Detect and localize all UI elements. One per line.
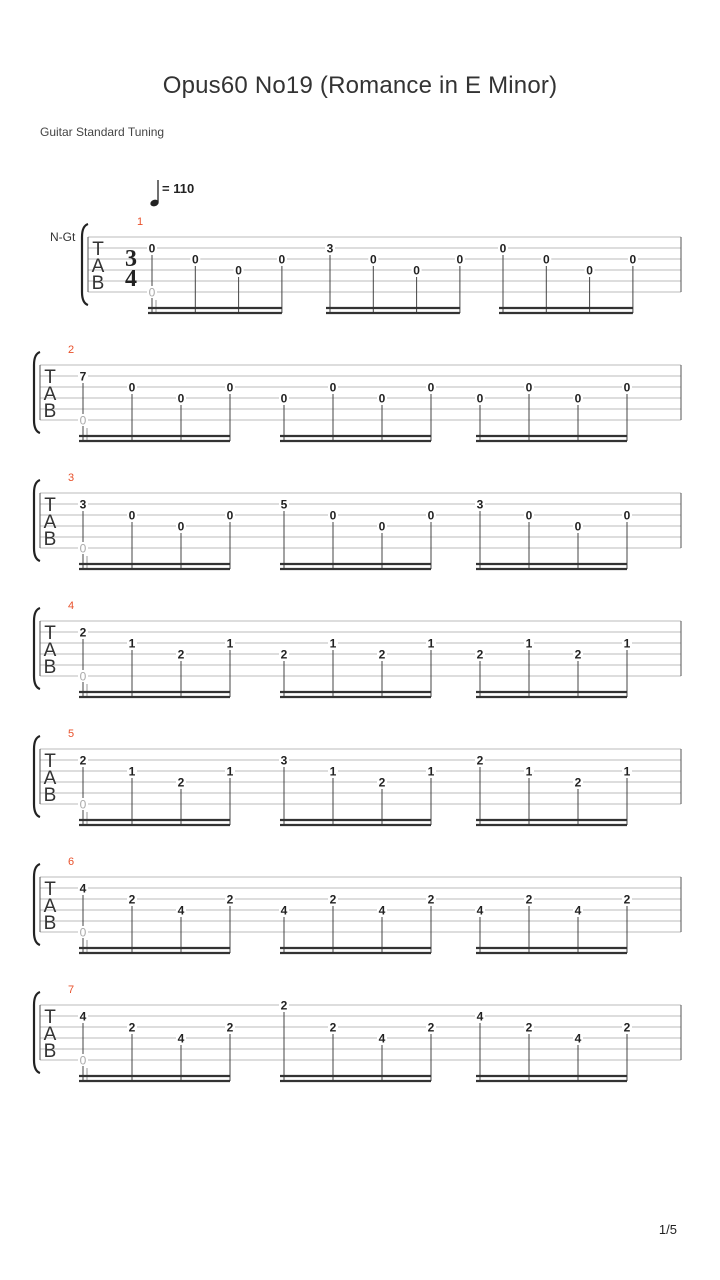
tab-clef-letter: B <box>43 1041 57 1062</box>
fret-number: 0 <box>177 519 185 534</box>
tab-clef-letter: A <box>43 384 57 405</box>
fret-number: 3 <box>326 241 334 256</box>
fret-number: 1 <box>226 764 234 779</box>
measure-number: 2 <box>68 344 75 356</box>
tab-clef-letter: T <box>44 495 56 516</box>
fret-number: 1 <box>329 636 337 651</box>
fret-number: 0 <box>427 380 435 395</box>
fret-number: 2 <box>476 647 484 662</box>
tab-system <box>34 344 681 441</box>
fret-number: 2 <box>177 647 185 662</box>
fret-number: 1 <box>427 764 435 779</box>
fret-number: 2 <box>427 892 435 907</box>
fret-number: 0 <box>177 391 185 406</box>
tab-clef-letter: A <box>43 512 57 533</box>
fret-number: 0 <box>235 263 242 278</box>
fret-number: 4 <box>476 1009 484 1024</box>
fret-number: 0 <box>427 508 435 523</box>
tab-system <box>82 216 681 313</box>
fret-number: 0 <box>542 252 550 267</box>
fret-number: 2 <box>280 647 288 662</box>
fret-number: 7 <box>79 369 87 384</box>
fret-number: 4 <box>79 881 87 896</box>
song-title: Opus60 No19 (Romance in E Minor) <box>162 72 558 99</box>
fret-number: 0 <box>226 508 234 523</box>
fret-number: 2 <box>177 775 185 790</box>
fret-number: 2 <box>128 892 136 907</box>
fret-number: 0 <box>191 252 199 267</box>
fret-number: 4 <box>476 903 484 918</box>
fret-number: 2 <box>128 1020 136 1035</box>
fret-number: 3 <box>280 753 288 768</box>
tab-clef-letter: T <box>44 623 56 644</box>
tab-system <box>34 472 681 569</box>
tab-clef-letter: A <box>43 896 57 917</box>
tempo-marking: = 110 <box>162 181 195 196</box>
staff-bracket <box>34 736 40 817</box>
fret-number: 0 <box>413 263 420 278</box>
fret-number: 1 <box>623 764 631 779</box>
bass-fret-number: 0 <box>79 925 87 940</box>
fret-number: 5 <box>280 497 288 512</box>
fret-number: 2 <box>378 775 386 790</box>
fret-number: 3 <box>476 497 484 512</box>
measure-number: 4 <box>68 600 75 612</box>
fret-number: 2 <box>329 1020 337 1035</box>
tab-clef-letter: B <box>43 913 57 934</box>
staff-bracket <box>34 352 40 433</box>
tab-clef-letter: T <box>44 751 56 772</box>
fret-number: 2 <box>623 892 631 907</box>
fret-number: 0 <box>329 508 337 523</box>
measure-number: 6 <box>68 856 75 868</box>
fret-number: 2 <box>574 775 582 790</box>
tab-system <box>34 600 681 697</box>
fret-number: 2 <box>378 647 386 662</box>
fret-number: 0 <box>128 380 136 395</box>
fret-number: 4 <box>79 1009 87 1024</box>
fret-number: 2 <box>79 625 87 640</box>
measure-number: 7 <box>68 984 75 996</box>
tab-clef-letter: B <box>43 401 57 422</box>
tuning-label: Guitar Standard Tuning <box>40 125 165 139</box>
page-number: 1/5 <box>658 1222 677 1237</box>
fret-number: 2 <box>476 753 484 768</box>
tab-clef-letter: A <box>91 256 105 277</box>
fret-number: 0 <box>278 252 286 267</box>
fret-number: 0 <box>586 263 593 278</box>
bass-fret-number: 0 <box>79 1053 87 1068</box>
fret-number: 2 <box>329 892 337 907</box>
bass-fret-number: 0 <box>79 413 87 428</box>
fret-number: 1 <box>525 764 533 779</box>
fret-number: 2 <box>280 998 288 1013</box>
tab-clef-letter: T <box>44 1007 56 1028</box>
tab-system <box>34 728 681 825</box>
measure-number: 1 <box>137 216 144 228</box>
tab-clef-letter: T <box>44 879 56 900</box>
fret-number: 1 <box>128 636 136 651</box>
time-signature-bottom: 4 <box>125 266 137 292</box>
measure-number: 3 <box>68 472 75 484</box>
staff-bracket <box>82 224 88 305</box>
measure-number: 5 <box>68 728 75 740</box>
tab-clef-letter: A <box>43 768 57 789</box>
fret-number: 4 <box>378 903 386 918</box>
fret-number: 1 <box>427 636 435 651</box>
fret-number: 3 <box>79 497 87 512</box>
tab-clef-letter: B <box>43 529 57 550</box>
fret-number: 0 <box>623 380 631 395</box>
fret-number: 0 <box>378 519 386 534</box>
tab-clef-letter: B <box>43 657 57 678</box>
fret-number: 2 <box>574 647 582 662</box>
fret-number: 0 <box>499 241 507 256</box>
fret-number: 2 <box>525 892 533 907</box>
fret-number: 2 <box>226 892 234 907</box>
tab-clef-letter: T <box>44 367 56 388</box>
staff-bracket <box>34 480 40 561</box>
fret-number: 4 <box>574 1031 582 1046</box>
fret-number: 0 <box>629 252 637 267</box>
tab-clef-letter: A <box>43 640 57 661</box>
tab-clef-letter: B <box>91 273 105 294</box>
fret-number: 1 <box>226 636 234 651</box>
fret-number: 2 <box>525 1020 533 1035</box>
fret-number: 4 <box>378 1031 386 1046</box>
tab-clef-letter: B <box>43 785 57 806</box>
fret-number: 0 <box>525 380 533 395</box>
fret-number: 0 <box>476 391 484 406</box>
fret-number: 0 <box>574 391 582 406</box>
fret-number: 0 <box>226 380 234 395</box>
time-signature-top: 3 <box>125 246 137 272</box>
fret-number: 2 <box>427 1020 435 1035</box>
fret-number: 0 <box>456 252 464 267</box>
track-name: N-Gt <box>50 230 76 244</box>
bass-fret-number: 0 <box>79 669 87 684</box>
fret-number: 1 <box>128 764 136 779</box>
tab-clef-letter: A <box>43 1024 57 1045</box>
fret-number: 2 <box>79 753 87 768</box>
fret-number: 0 <box>574 519 582 534</box>
fret-number: 0 <box>525 508 533 523</box>
tab-system <box>34 984 681 1081</box>
bass-fret-number: 0 <box>79 541 87 556</box>
fret-number: 1 <box>329 764 337 779</box>
fret-number: 4 <box>574 903 582 918</box>
fret-number: 2 <box>623 1020 631 1035</box>
fret-number: 0 <box>148 241 156 256</box>
fret-number: 0 <box>369 252 377 267</box>
fret-number: 2 <box>226 1020 234 1035</box>
tab-clef-letter: T <box>92 239 104 260</box>
fret-number: 4 <box>177 903 185 918</box>
fret-number: 4 <box>177 1031 185 1046</box>
bass-fret-number: 0 <box>79 797 87 812</box>
fret-number: 0 <box>280 391 288 406</box>
staff-bracket <box>34 864 40 945</box>
bass-fret-number: 0 <box>148 285 156 300</box>
staff-bracket <box>34 992 40 1073</box>
fret-number: 0 <box>128 508 136 523</box>
fret-number: 1 <box>525 636 533 651</box>
fret-number: 0 <box>623 508 631 523</box>
fret-number: 0 <box>329 380 337 395</box>
tab-system <box>34 856 681 953</box>
fret-number: 1 <box>623 636 631 651</box>
fret-number: 4 <box>280 903 288 918</box>
fret-number: 0 <box>378 391 386 406</box>
staff-bracket <box>34 608 40 689</box>
